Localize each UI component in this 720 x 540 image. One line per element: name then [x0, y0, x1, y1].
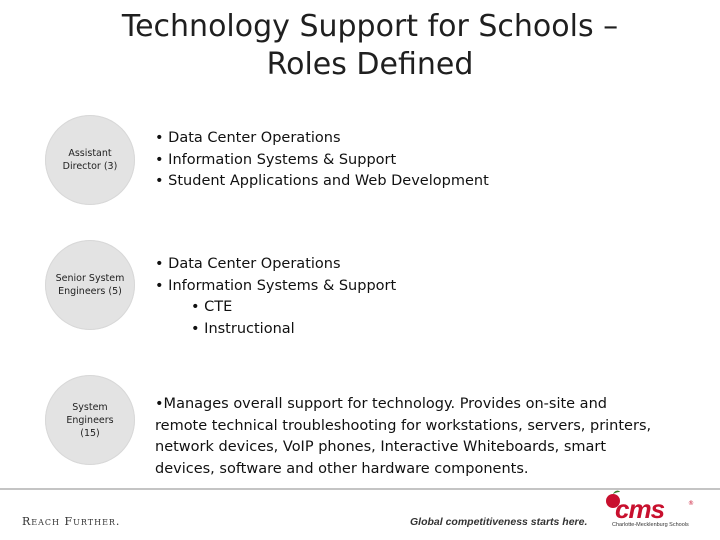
role-label-line: Engineers (5) — [58, 286, 122, 297]
role-description-assistant-director — [155, 128, 489, 193]
slide-title-line-1: Technology Support for Schools – — [121, 9, 619, 44]
role-label-line: Director (3) — [62, 161, 118, 172]
role-circle-senior-system-engineers — [45, 240, 135, 330]
slide-title — [80, 8, 660, 84]
role-circle-assistant-director — [45, 115, 135, 205]
role-circle-system-engineers — [45, 375, 135, 465]
logo-subtext: Charlotte-Mecklenburg Schools — [612, 522, 689, 528]
list-item: • Data Center Operations — [155, 130, 341, 146]
slide-title-line-2: Roles Defined — [266, 47, 474, 82]
list-item: • Information Systems & Support — [155, 277, 397, 294]
footer-slogan: Reach Further. — [22, 515, 121, 528]
role-label-line: Assistant — [68, 148, 112, 159]
role-description-system-engineers — [155, 394, 675, 480]
logo-wordmark: cms — [615, 494, 665, 524]
list-item: • Information Systems & Support — [155, 151, 397, 168]
footer-tagline: Global competitiveness starts here. — [410, 516, 588, 528]
role-description-senior-system-engineers — [155, 254, 396, 340]
role-label-line: Senior System — [55, 273, 125, 284]
paragraph-line: devices, software and other hardware components. — [155, 460, 529, 477]
list-item: • Data Center Operations — [155, 256, 341, 272]
role-label-line: (15) — [80, 427, 100, 439]
sub-list-item: • Instructional — [191, 320, 295, 337]
logo-registered-mark: ® — [688, 500, 694, 507]
paragraph-line: •Manages overall support for technology. Provides on-site and — [155, 396, 607, 412]
role-label-line: System — [72, 401, 108, 413]
role-label-line: Engineers — [66, 414, 114, 426]
paragraph-line: network devices, VoIP phones, Interactive Whiteboards, smart — [155, 439, 607, 455]
sub-list-item: • CTE — [191, 299, 233, 315]
paragraph-line: remote technical troubleshooting for workstations, servers, printers, — [155, 417, 652, 434]
list-item: • Student Applications and Web Development — [155, 173, 489, 189]
